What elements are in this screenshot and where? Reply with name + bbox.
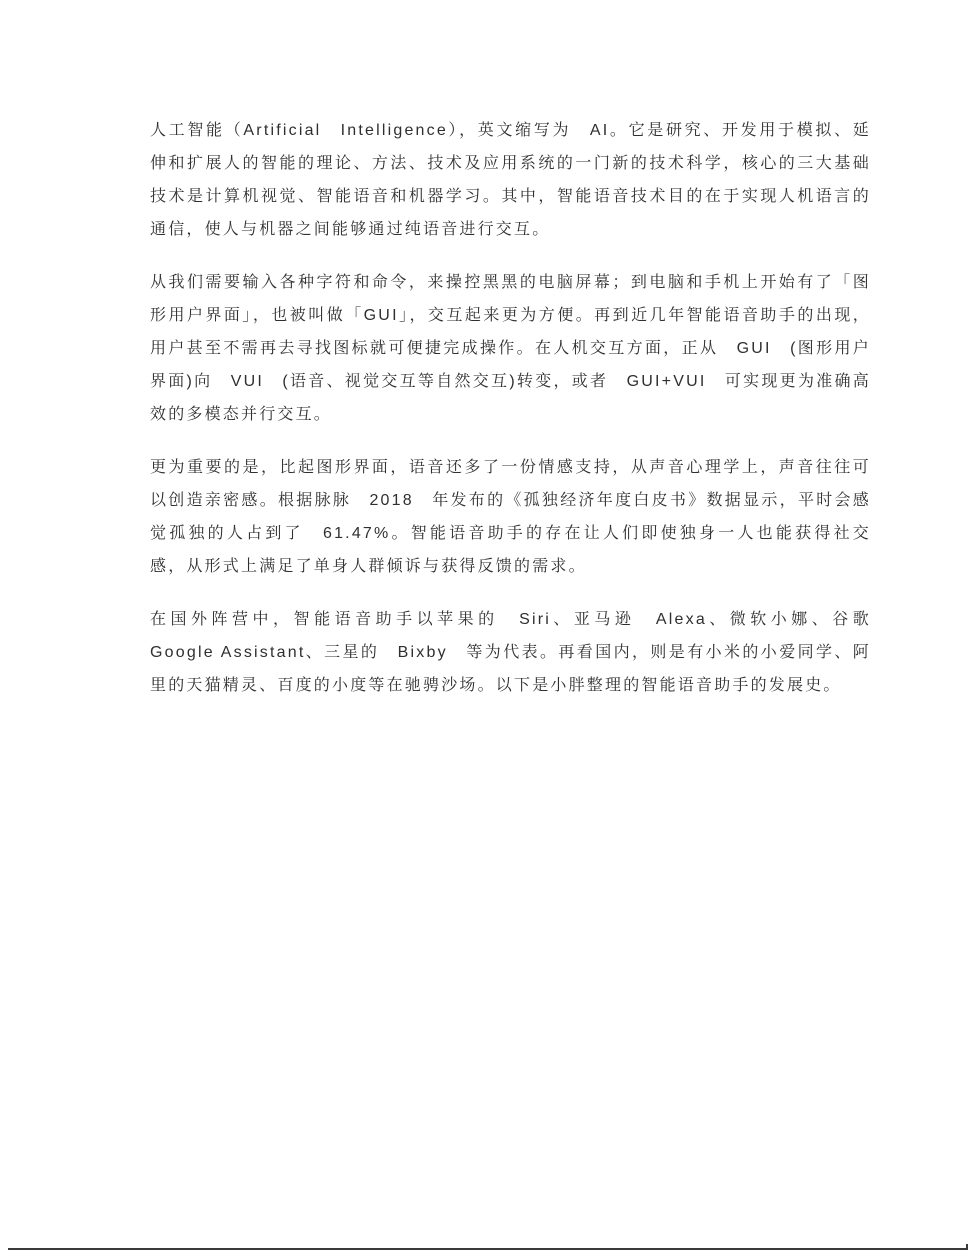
page-bottom-rule-end-cap (966, 1244, 968, 1250)
paragraph-gui-to-vui: 从我们需要输入各种字符和命令，来操控黑黑的电脑屏幕；到电脑和手机上开始有了「图形用户界面」，也被叫做「GUI」，交互起来更为方便。再到近几年智能语音助手的出现，用户甚至不需再去寻找图标就可便捷完成操作。在人机交互方面，正从 GUI (图形用户界面)向 VUI (语音、视觉交互等自然交互)转变，或者 GUI+VUI 可实现更为准确高效的多模态并行交互。 (150, 274, 871, 423)
paragraph-assistant-examples: 在国外阵营中，智能语音助手以苹果的 Siri、亚马逊 Alexa、微软小娜、谷歌 Google Assistant、三星的 Bixby 等为代表。再看国内，则是有小米的小爱同学、阿里的天猫精灵、百度的小度等在驰骋沙场。以下是小胖整理的智能语音助手的发展史。 (150, 611, 890, 694)
document-body-text (150, 114, 890, 722)
paragraph-intro-ai: 人工智能（Artificial Intelligence），英文缩写为 AI。它是研究、开发用于模拟、延伸和扩展人的智能的理论、方法、技术及应用系统的一门新的技术科学，核心的三大基础技术是计算机视觉、智能语音和机器学习。其中，智能语音技术目的在于实现人机语言的通信，使人与机器之间能够通过纯语音进行交互。 (150, 122, 871, 238)
page-bottom-rule (8, 1248, 968, 1250)
paragraph-emotional-support: 更为重要的是，比起图形界面，语音还多了一份情感支持，从声音心理学上，声音往往可以创造亲密感。根据脉脉 2018 年发布的《孤独经济年度白皮书》数据显示，平时会感觉孤独的人占到了 61.47%。智能语音助手的存在让人们即使独身一人也能获得社交感，从形式上满足了单身人群倾诉与获得反馈的需求。 (150, 459, 871, 575)
